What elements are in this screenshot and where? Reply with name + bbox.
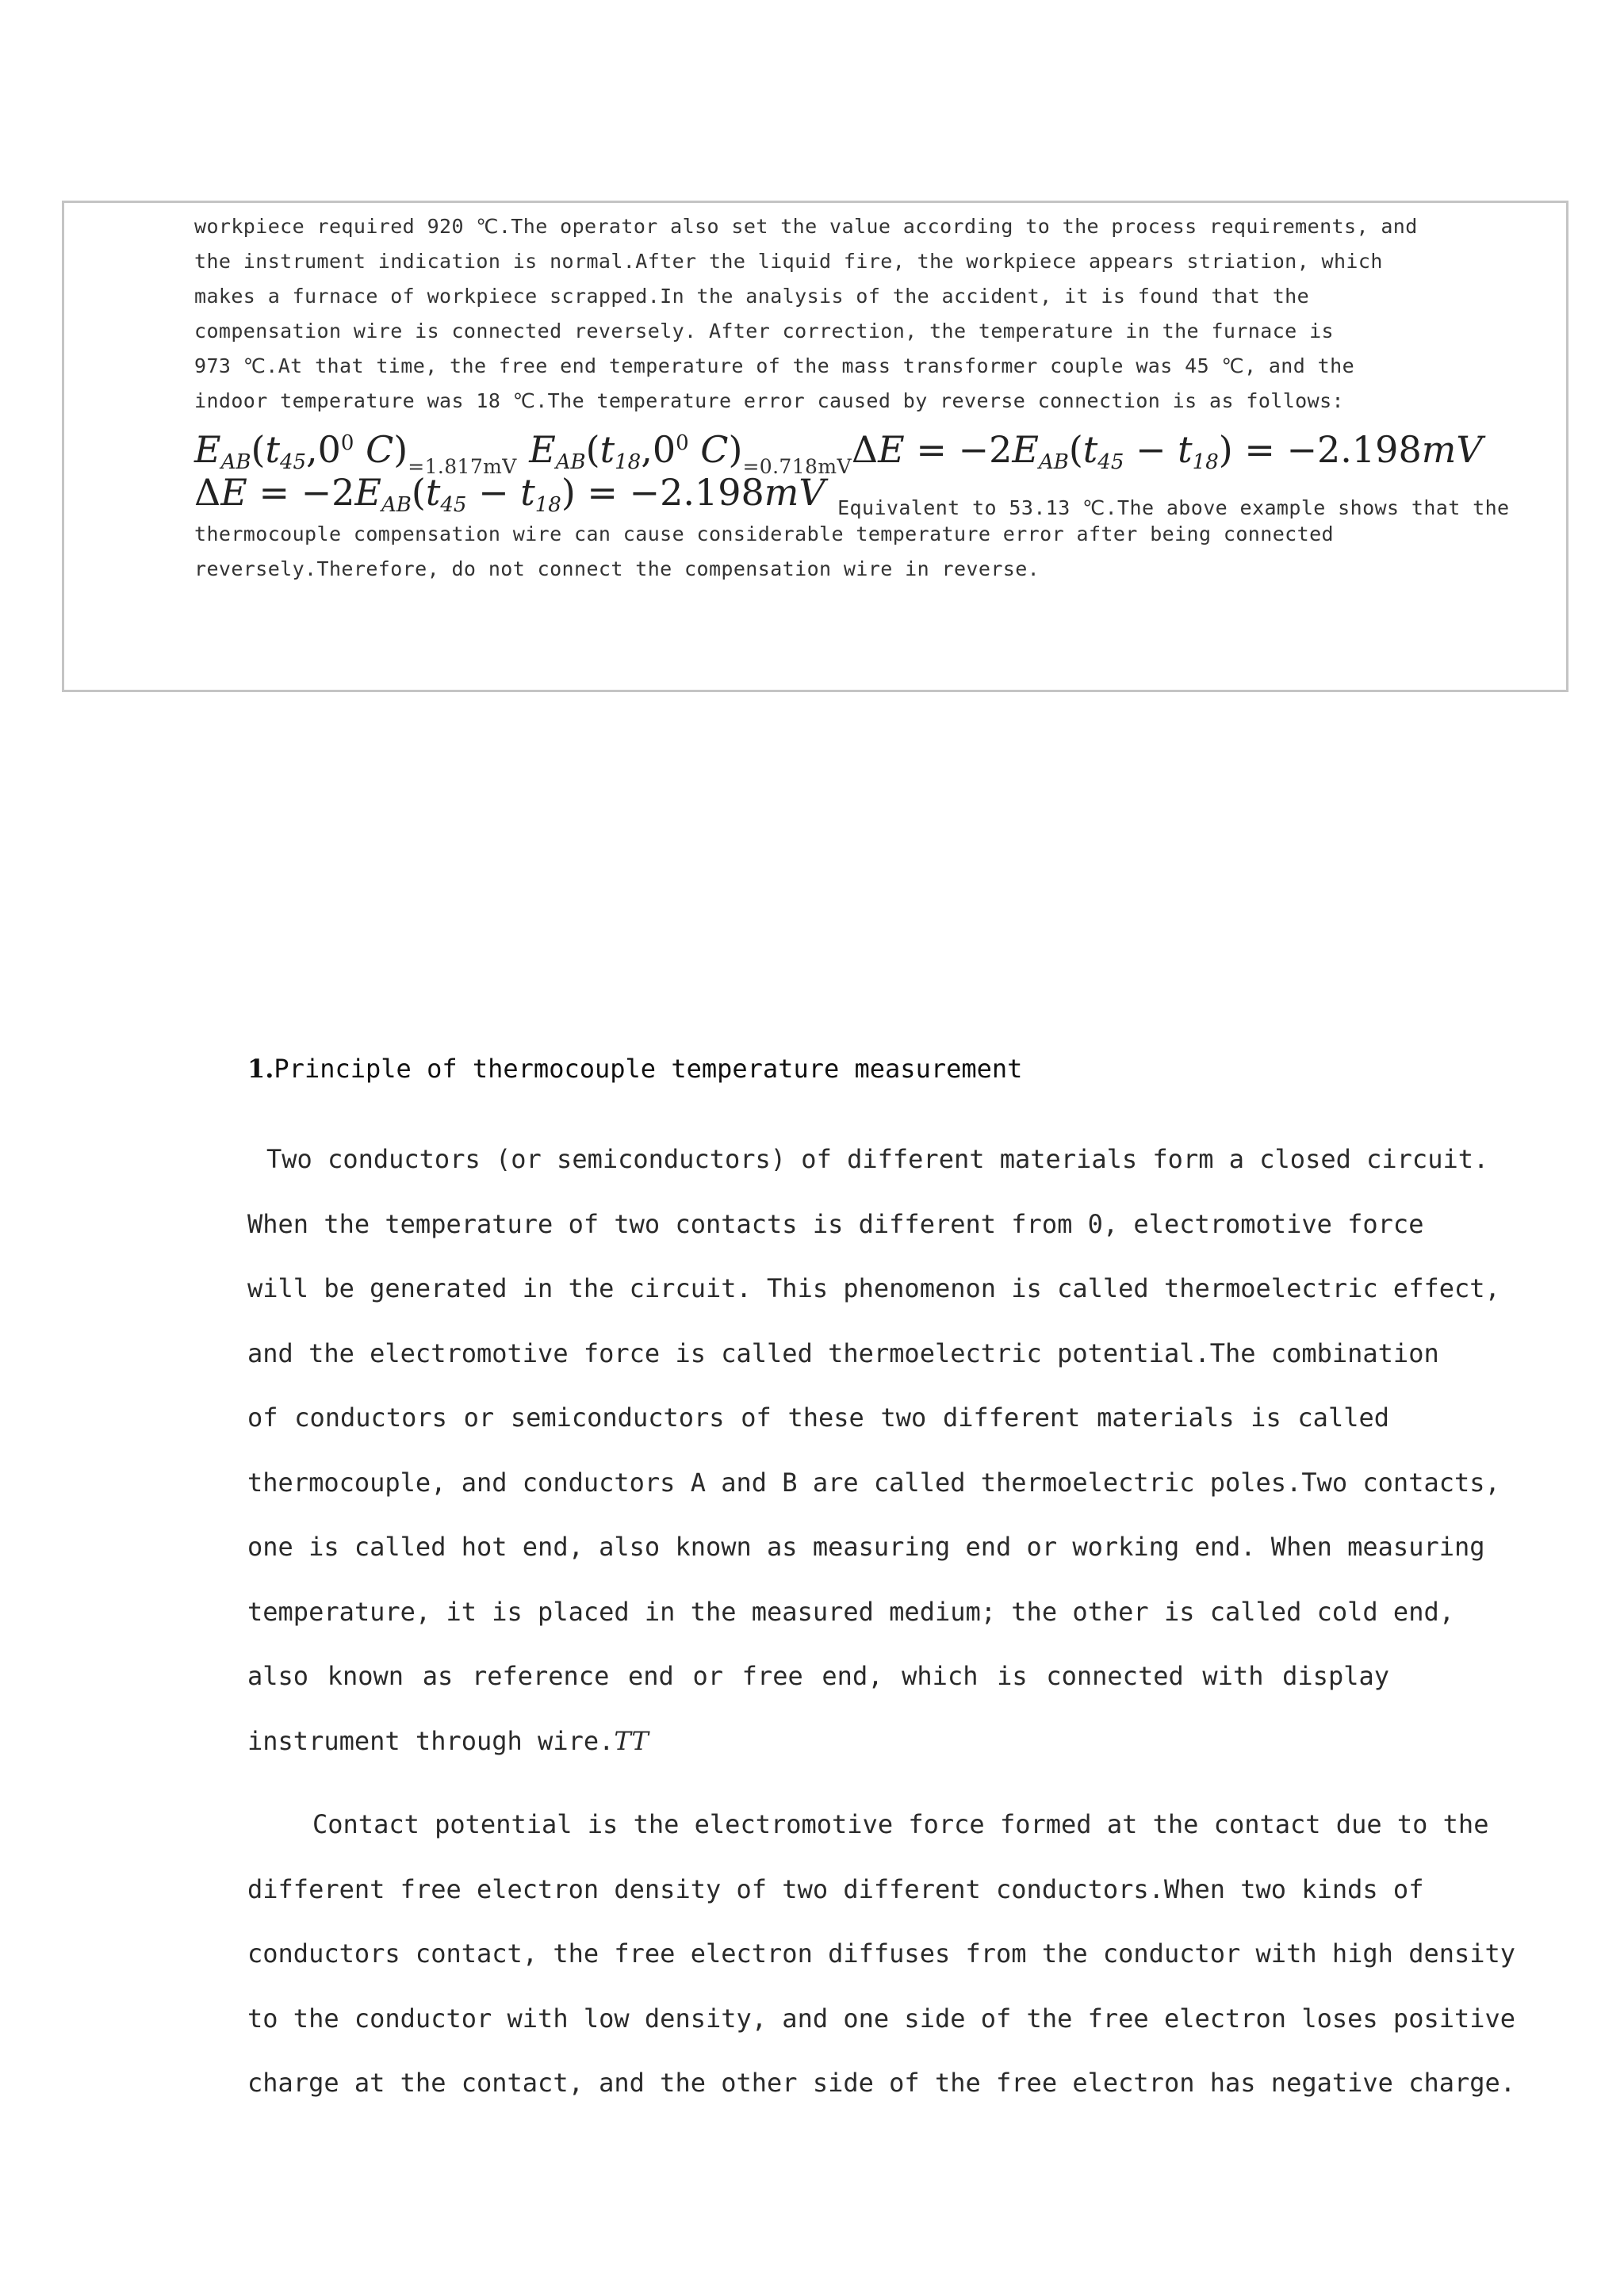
section-title: Principle of thermocouple temperature measurement [274,1054,1023,1084]
tt-mark: TT [614,1725,649,1756]
paragraph-line-last [247,1709,1389,1774]
emf-formula-18: $E_{AB}(t_{18},0^0$ C) [529,428,743,474]
paragraph-line: temperature, it is placed in the measured medium; the other is called cold end, [247,1596,1454,1627]
section-heading [247,1054,1022,1084]
paragraph-line: and the electromotive force is called thermoelectric potential.The combination [247,1337,1439,1368]
paragraph-principle [247,1127,1500,1774]
excerpt-line: 973 ℃.At that time, the free end temperature of the mass transformer couple was 45 ℃, and the [194,354,1355,377]
formula-row-2 [194,468,1526,517]
excerpt-line: the instrument indication is normal.After the liquid fire, the workpiece appears striation, which [194,250,1383,273]
formula-row-1 [194,419,1526,478]
paragraph-line: different free electron density of two different conductors.When two kinds of [247,1873,1424,1904]
paragraph-line: one is called hot end, also known as measuring end or working end. When measuring [247,1532,1485,1562]
excerpt-line: reversely.Therefore, do not connect the compensation wire in reverse. [194,557,1040,580]
excerpt-line: workpiece required 920 ℃.The operator also set the value according to the process requirements, and [194,215,1418,238]
formula-value-1: =1.817mV [408,455,517,478]
delta-e-formula-repeat: $\Delta E = -2E_{AB}(t_{45} - t_{18}) = -2.198mV$ [194,471,825,517]
paragraph-line: When the temperature of two contacts is different from 0, electromotive force [247,1208,1424,1239]
excerpt-text [194,209,1526,587]
paragraph-line: Two conductors (or semiconductors) of different materials form a closed circuit. [266,1144,1489,1174]
delta-e-formula: $\Delta E = -2E_{AB}(t_{45} - t_{18}) = -2.198mV$ [851,428,1483,474]
emf-formula-45: $E_{AB}(t_{45},0^0$ C) [194,428,408,474]
excerpt-line: makes a furnace of workpiece scrapped.In the analysis of the accident, it is found that the [194,285,1310,308]
section-number: 1. [247,1054,274,1084]
formula-value-2: =0.718mV [742,455,852,478]
paragraph-line: to the conductor with low density, and one side of the free electron loses positive [247,2003,1516,2034]
paragraph-line: also known as reference end or free end, which is connected with display [247,1661,1389,1691]
paragraph-contact-potential [247,1793,1516,2116]
paragraph-line: will be generated in the circuit. This phenomenon is called thermoelectric effect, [247,1273,1500,1303]
excerpt-line: thermocouple compensation wire can cause considerable temperature error after being connected [194,522,1334,545]
paragraph-line: conductors contact, the free electron diffuses from the conductor with high density [247,1938,1516,1969]
paragraph-line-text: instrument through wire. [247,1725,615,1756]
excerpt-line: indoor temperature was 18 ℃.The temperature error caused by reverse connection is as follows: [194,389,1344,412]
excerpt-line: compensation wire is connected reversely. After correction, the temperature in the furnace is [194,320,1334,342]
equivalent-text: Equivalent to 53.13 ℃.The above example shows that the [837,496,1510,519]
paragraph-line: of conductors or semiconductors of these two different materials is called [247,1402,1389,1433]
paragraph-line: thermocouple, and conductors A and B are called thermoelectric poles.Two contacts, [247,1467,1500,1498]
paragraph-line: Contact potential is the electromotive force formed at the contact due to the [312,1809,1489,1839]
paragraph-line: charge at the contact, and the other side of the free electron has negative charge. [247,2068,1516,2098]
